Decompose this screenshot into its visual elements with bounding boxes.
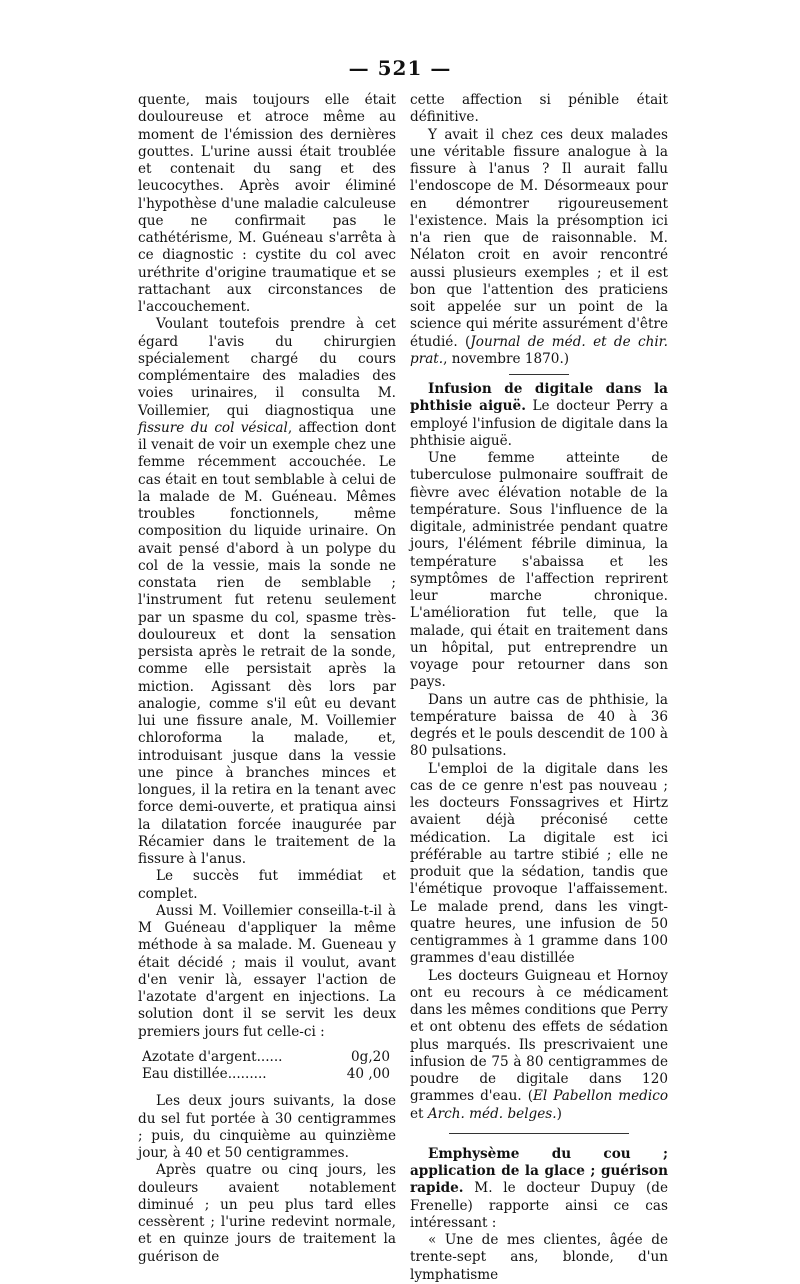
text-run: , affection dont il venait de voir un exemple chez une femme récemment accouchée. Le cas était en tout semblable à celui de la malade de M. Guéneau. Mêmes troubles fonctionnels, même composition du liquide urinaire. On avait pensé d'abord à un polype du col de la vessie, mais la sonde ne constata rien de semblable ; l'instrument fut retenu seulement par un spasme du col, spasme très-douloureux et dont la sensation persista après le retrait de la sonde, comme elle persistait après la miction. Agissant dès lors par analogie, comme s'il eût eu devant lui une fissure anale, M. Voillemier chloroforma la malade, et, introduisant jusque dans la vessie une pince à branches minces et longues, il la retira en la tenant avec force demi-ouverte, et pratiqua ainsi la dilatation forcée inaugurée par Récamier dans le traitement de la fissure à l'anus. [138,419,396,867]
paragraph: « Une de mes clientes, âgée de trente-sept ans, blonde, d'un lymphatisme [410,1232,668,1283]
italic-citation: Arch. méd. belges. [427,1105,557,1122]
text-run: , novembre 1870.) [443,350,570,367]
paragraph: Une femme atteinte de tuberculose pulmonaire souffrait de fièvre avec élévation notable de la température. Sous l'influence de la digitale, administrée pendant quatre jours, l'élément fébrile diminua, la température s'abaissa et les symptômes de l'affection reprirent leur marche chronique. L'amélioration fut telle, que la malade, qui était en traitement dans un hôpital, put entreprendre un voyage pour retourner dans son pays. [410,450,668,691]
formula-amount: 40 ,00 [346,1066,390,1082]
paragraph: Aussi M. Voillemier conseilla-t-il à M Guéneau d'appliquer la même méthode à sa malade. M. Gueneau y était décidé ; mais il voulut, avant d'en venir là, essayer l'action de l'azotate d'argent en injections. La solution dont il se servit les deux premiers jours fut celle-ci : [138,902,396,1040]
section-divider [509,374,569,375]
paragraph: L'emploi de la digitale dans les cas de ce genre n'est pas nouveau ; les docteurs Fonssagrives et Hirtz avaient déjà préconisé cette médication. La digitale est ici préférable au tartre stibié ; elle ne produit que la sédation, tandis que l'émétique provoque l'affaissement. Le malade prend, dans les vingt-quatre heures, une infusion de 50 centigrammes à 1 gramme dans 100 grammes d'eau distillée [410,760,668,967]
section-heading: Infusion de digitale dans la phthisie aiguë. [410,381,668,415]
paragraph: Le succès fut immédiat et complet. [138,868,396,902]
italic-citation: Journal de méd. et de chir. prat. [410,333,668,367]
paragraph: cette affection si pénible était définitive. [410,92,668,126]
section-heading: Emphysème du cou ; application de la glace ; guérison rapide. [410,1145,668,1197]
text-run: Les docteurs Guigneau et Hornoy ont eu recours à ce médicament dans les mêmes conditions que Perry et ont obtenu des effets de sédation plus marqués. Ils prescrivaient une infusion de 75 à 80 centigrammes de poudre de digitale dans 120 grammes d'eau. ( [410,967,668,1105]
text-run: Y avait il chez ces deux malades une véritable fissure analogue à la fissure à l'anus ? Il aurait fallu l'endoscope de M. Désormeaux pour en démontrer rigoureusement l'existence. Mais la présomption ici n'a rien que de raisonnable. M. Nélaton croit en avoir rencontré aussi plusieurs exemples ; et il est bon que l'attention des praticiens soit appelée sur un point de la science qui mérite assurément d'être étudié. ( [410,126,668,350]
section-heading-paragraph [410,1146,668,1232]
text-run: Le docteur Perry a employé l'infusion de digitale dans la phthisie aiguë. [410,398,669,449]
paragraph: quente, mais toujours elle était douloureuse et atroce même au moment de l'émission des dernières gouttes. L'urine aussi était troublée et contenait du sang et des leucocythes. Après avoir éliminé l'hypothèse d'une maladie calculeuse que ne confirmait pas le cathétérisme, M. Guéneau s'arrêta à ce diagnostic : cystite du col avec uréthrite d'origine traumatique et se rattachant aux circonstances de l'accouchement. [138,92,396,315]
left-column [138,92,396,1266]
paragraph: Dans un autre cas de phthisie, la température baissa de 40 à 36 degrés et le pouls descendit de 100 à 80 pulsations. [410,691,668,760]
paragraph: Les deux jours suivants, la dose du sel fut portée à 30 centigrammes ; puis, du cinquième au quinzième jour, à 40 et 50 centigrammes. [138,1093,396,1161]
paragraph [410,127,668,369]
section-heading-paragraph [410,381,668,450]
section-divider [449,1133,629,1134]
paragraph [410,968,668,1123]
prescription-formula [138,1049,396,1084]
paragraph: Après quatre ou cinq jours, les douleurs avaient notablement diminué ; un peu plus tard elles cessèrent ; l'urine redevint normale, et en quinze jours de traitement la guérison de [138,1162,396,1265]
text-run: et [410,1105,428,1122]
text-run: M. le docteur Dupuy (de Frenelle) rapporte ainsi ce cas intéressant : [410,1180,668,1231]
formula-amount: 0g,20 [351,1048,390,1065]
formula-ingredient: Eau distillée......... [142,1066,267,1082]
paragraph [138,316,396,868]
text-run: Voulant toutefois prendre à cet égard l'avis du chirurgien spécialement chargé du cours complémentaire des maladies des voies urinaires, il consulta M. Voillemier, qui diagnostiqua une [138,316,396,419]
italic-citation: El Pabellon medico [533,1088,668,1105]
formula-row [138,1049,396,1066]
right-column [410,92,668,1284]
text-run: ) [556,1105,562,1122]
formula-ingredient: Azotate d'argent...... [142,1048,283,1065]
page-number: — 521 — [348,56,452,80]
italic-term: fissure du col vésical [138,419,288,436]
formula-row [138,1066,396,1083]
